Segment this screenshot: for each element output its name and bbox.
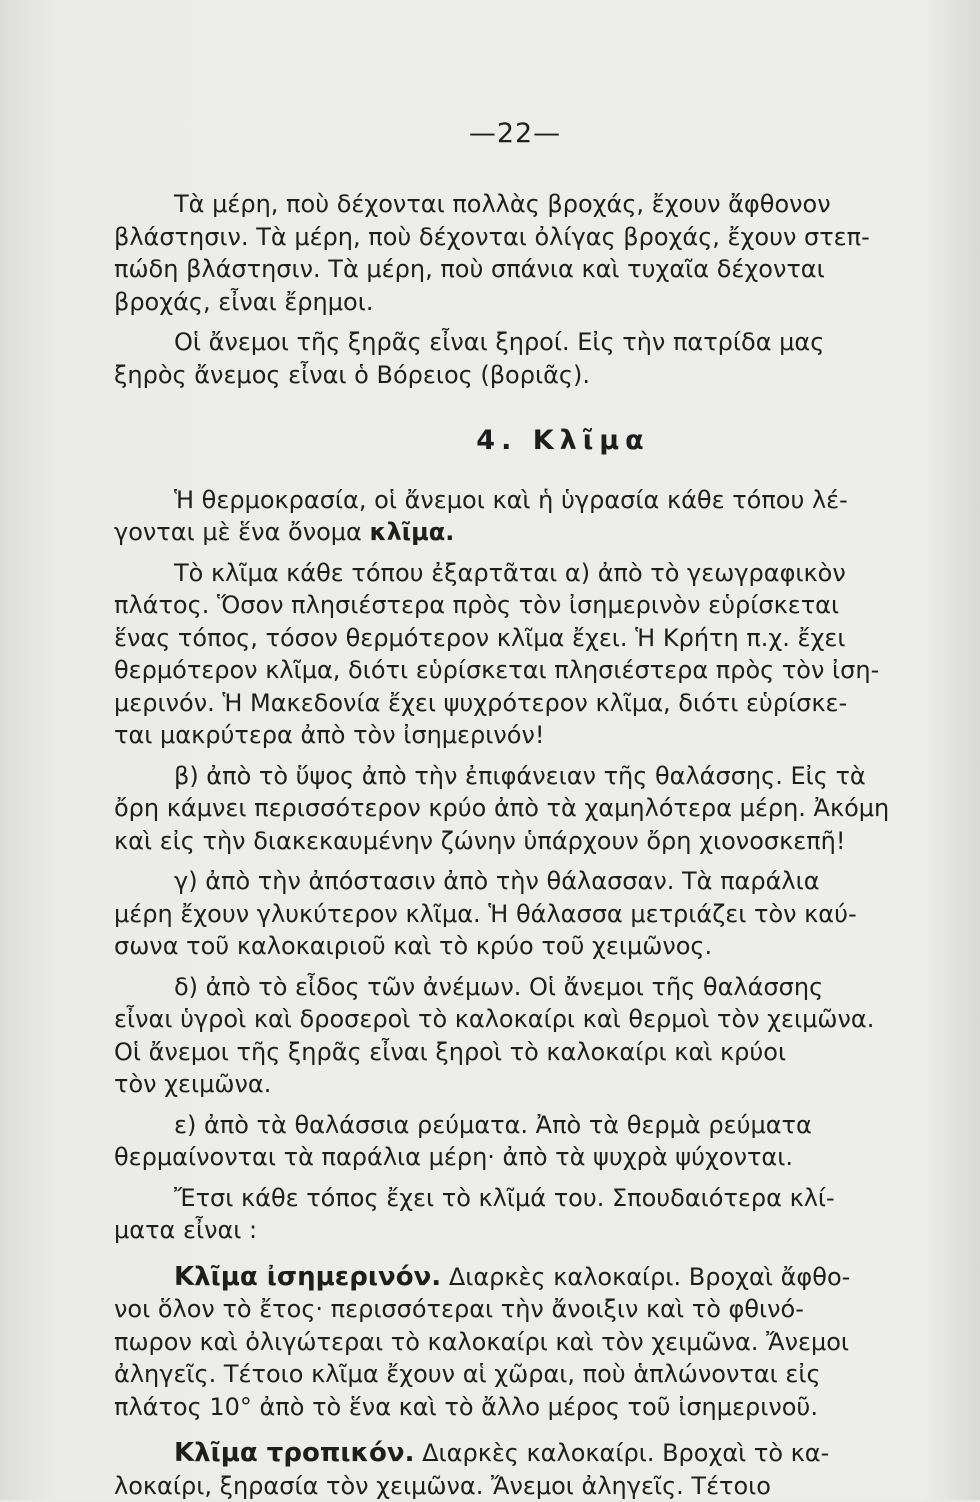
text-line: Οἱ ἄνεμοι τῆς ξηρᾶς εἶναι ξηροί. Εἰς τὴν πατρίδα μας — [114, 326, 892, 359]
text-line: ἀληγεῖς. Τέτοιο κλῖμα ἔχουν αἱ χῶραι, ποὺ ἁπλώνονται εἰς — [114, 1358, 892, 1391]
text-line: πώδη βλάστησιν. Τὰ μέρη, ποὺ σπάνια καὶ τυχαῖα δέχονται — [114, 253, 892, 286]
text-line — [114, 516, 892, 549]
text-line: γ) ἀπὸ τὴν ἀπόστασιν ἀπὸ τὴν θάλασσαν. Τὰ παράλια — [114, 865, 892, 898]
text-line: καὶ εἰς τὴν διακεκαυμένην ζώνην ὑπάρχουν ὄρη χιονοσκεπῆ! — [114, 825, 892, 858]
text-line: νοι ὅλον τὸ ἔτος· περισσότεραι τὴν ἄνοιξιν καὶ τὸ φθινό- — [114, 1293, 892, 1326]
page-body — [114, 188, 892, 1502]
text-line: βροχάς, εἶναι ἔρημοι. — [114, 286, 892, 319]
text-line: Ἡ θερμοκρασία, οἱ ἄνεμοι καὶ ἡ ὑγρασία κάθε τόπου λέ- — [114, 484, 892, 517]
text-line — [114, 1261, 892, 1294]
text-line: ματα εἶναι : — [114, 1214, 892, 1247]
text-line: πωρον καὶ ὀλιγώτεραι τὸ καλοκαίρι καὶ τὸν χειμῶνα. Ἄνεμοι — [114, 1326, 892, 1359]
text-line: εἶναι ὑγροὶ καὶ δροσεροὶ τὸ καλοκαίρι καὶ θερμοὶ τὸν χειμῶνα. — [114, 1003, 892, 1036]
page-number: —22— — [0, 118, 980, 149]
text-line: μέρη ἔχουν γλυκύτερον κλῖμα. Ἡ θάλασσα μετριάζει τὸν καύ- — [114, 898, 892, 931]
term-klima: κλῖμα. — [370, 518, 455, 546]
text-line: πλάτος. Ὅσον πλησιέστερα πρὸς τὸν ἰσημερινὸν εὑρίσκεται — [114, 589, 892, 622]
text-line: ε) ἀπὸ τὰ θαλάσσια ρεύματα. Ἀπὸ τὰ θερμὰ ρεύματα — [114, 1109, 892, 1142]
text-line: θερμότερον κλῖμα, διότι εὑρίσκεται πλησιέστερα πρὸς τὸν ἰση- — [114, 654, 892, 687]
text-fragment: γονται μὲ ἕνα ὄνομα — [114, 518, 370, 546]
climate-type-equatorial: Κλῖμα ἰσημερινόν. — [174, 1262, 441, 1292]
text-line: θερμαίνονται τὰ παράλια μέρη· ἀπὸ τὰ ψυχρὰ ψύχονται. — [114, 1141, 892, 1174]
text-fragment: Διαρκὲς καλοκαίρι. Βροχαὶ τὸ κα- — [414, 1439, 829, 1467]
text-line: βλάστησιν. Τὰ μέρη, ποὺ δέχονται ὀλίγας βροχάς, ἔχουν στεπ- — [114, 221, 892, 254]
text-line: ξηρὸς ἄνεμος εἶναι ὁ Βόρειος (βοριᾶς). — [114, 359, 892, 392]
text-line: πλάτος 10° ἀπὸ τὸ ἕνα καὶ τὸ ἄλλο μέρος τοῦ ἰσημερινοῦ. — [114, 1391, 892, 1424]
text-line: λοκαίρι, ξηρασία τὸν χειμῶνα. Ἄνεμοι ἀληγεῖς. Τέτοιο — [114, 1470, 892, 1502]
text-line: Οἱ ἄνεμοι τῆς ξηρᾶς εἶναι ξηροὶ τὸ καλοκαίρι καὶ κρύοι — [114, 1036, 892, 1069]
text-line — [114, 1437, 892, 1470]
text-line: Τὰ μέρη, ποὺ δέχονται πολλὰς βροχάς, ἔχουν ἄφθονον — [114, 188, 892, 221]
text-line: δ) ἀπὸ τὸ εἶδος τῶν ἀνέμων. Οἱ ἄνεμοι τῆς θαλάσσης — [114, 971, 892, 1004]
text-line: ἕνας τόπος, τόσον θερμότερον κλῖμα ἔχει. Ἡ Κρήτη π.χ. ἔχει — [114, 622, 892, 655]
climate-type-tropical: Κλῖμα τροπικόν. — [174, 1438, 414, 1468]
section-heading: 4. Κλῖμα — [234, 425, 892, 458]
text-fragment: Διαρκὲς καλοκαίρι. Βροχαὶ ἄφθο- — [441, 1263, 850, 1291]
text-line: σωνα τοῦ καλοκαιριοῦ καὶ τὸ κρύο τοῦ χειμῶνος. — [114, 930, 892, 963]
text-line: τὸν χειμῶνα. — [114, 1068, 892, 1101]
text-line: Ἔτσι κάθε τόπος ἔχει τὸ κλῖμά του. Σπουδαιότερα κλί- — [114, 1182, 892, 1215]
text-line: β) ἀπὸ τὸ ὕψος ἀπὸ τὴν ἐπιφάνειαν τῆς θαλάσσης. Εἰς τὰ — [114, 760, 892, 793]
text-line: Τὸ κλῖμα κάθε τόπου ἐξαρτᾶται α) ἀπὸ τὸ γεωγραφικὸν — [114, 557, 892, 590]
text-line: μερινόν. Ἡ Μακεδονία ἔχει ψυχρότερον κλῖμα, διότι εὑρίσκε- — [114, 687, 892, 720]
text-line: ται μακρύτερα ἀπὸ τὸν ἰσημερινόν! — [114, 719, 892, 752]
text-line: ὄρη κάμνει περισσότερον κρύο ἀπὸ τὰ χαμηλότερα μέρη. Ἀκόμη — [114, 792, 892, 825]
